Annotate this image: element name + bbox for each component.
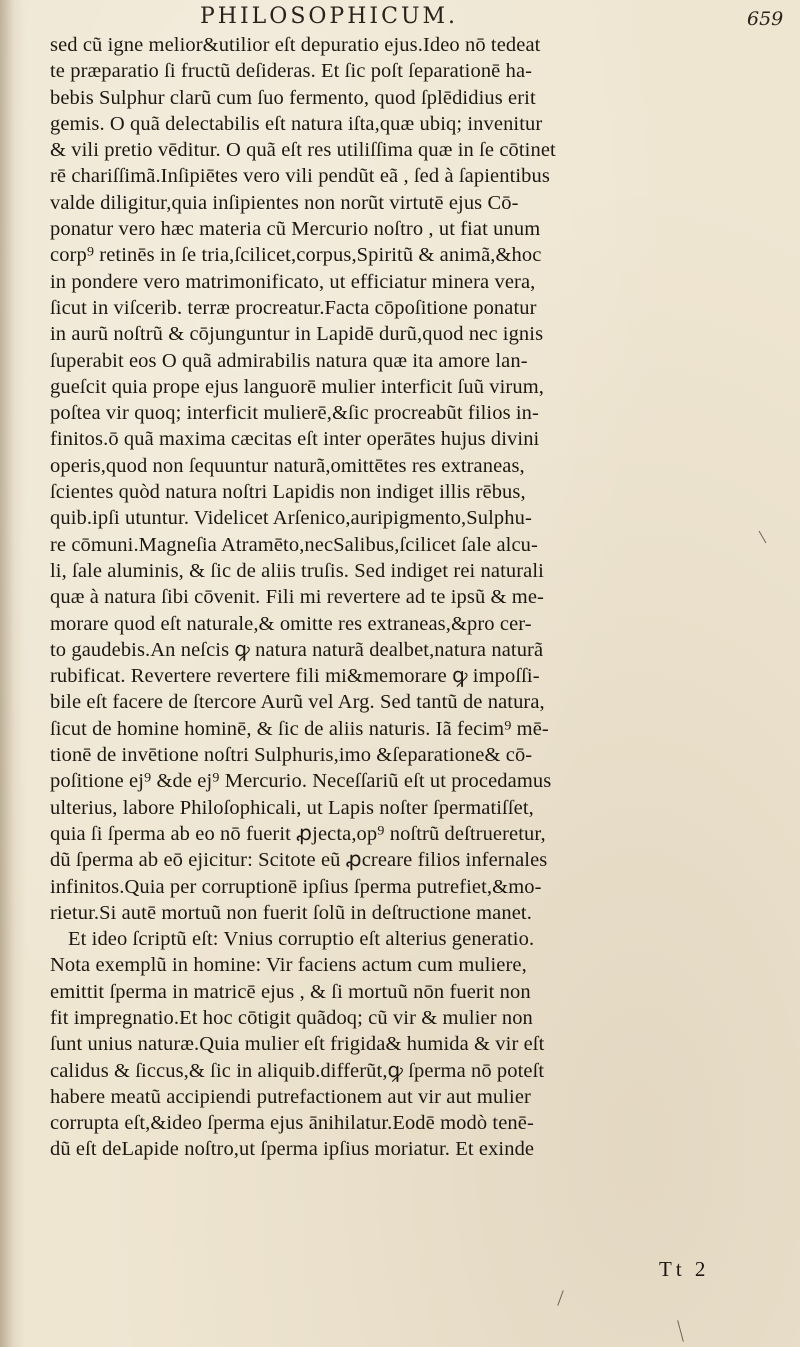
text-line: ſuperabit eos O quã admirabilis natura quæ ita amore lan-: [50, 349, 528, 372]
text-line: bebis Sulphur clarũ cum ſuo fermento, quod ſplēdidius erit: [50, 86, 536, 109]
text-line: dũ ſperma ab eō ejicitur: Scitote eũ ꝓcreare filios infernales: [50, 849, 548, 872]
body-text: [50, 32, 770, 1163]
binding-shadow: [0, 0, 14, 1347]
text-line: corp⁹ retinēs in ſe tria,ſcilicet,corpus,Spiritũ & animã,&hoc: [50, 244, 542, 267]
text-line: tionē de invētione noſtri Sulphuris,imo &ſeparatione& cō-: [50, 744, 533, 767]
text-line: re cōmuni.Magneſia Atramēto,necSalibus,ſcilicet ſale alcu-: [50, 533, 538, 556]
text-line: sed cũ igne melior&utilior eſt depuratio ejus.Ideo nō tedeat: [50, 34, 541, 56]
text-line: in aurũ noſtrũ & cōjunguntur in Lapidē durũ,quod nec ignis: [50, 323, 544, 346]
text-line: gemis. O quã delectabilis eſt natura iſta,quæ ubiq; invenitur: [50, 112, 543, 135]
text-line: calidus & ſiccus,& ſic in aliquib.differũt,ꝙ ſperma nō poteſt: [50, 1059, 545, 1082]
text-line: poſtea vir quoq; interficit mulierē,&ſic procreabũt filios in-: [50, 402, 539, 425]
text-line: dũ eſt deLapide noſtro,ut ſperma ipſius moriatur. Et exinde: [50, 1138, 535, 1161]
text-line: quia ſi ſperma ab eo nō fuerit ꝓjecta,op⁹ noſtrũ deſtrueretur,: [50, 822, 546, 845]
text-line: ſcientes quòd natura noſtri Lapidis non indiget illis rēbus,: [50, 481, 526, 504]
text-line: habere meatũ accipiendi putrefactionem aut vir aut mulier: [50, 1085, 531, 1108]
text-line: ſicut de homine hominē, & ſic de aliis naturis. Iã fecim⁹ mē-: [50, 717, 549, 740]
text-line: ſicut in viſcerib. terræ procreatur.Facta cōpoſitione ponatur: [50, 296, 537, 319]
text-line: gueſcit quia prope ejus languorē mulier interficit ſuũ virum,: [50, 375, 544, 398]
text-line: ponatur vero hæc materia cũ Mercurio noſtro , ut fiat unum: [50, 218, 541, 241]
text-line: in pondere vero matrimonificato, ut efficiatur minera vera,: [50, 270, 536, 293]
text-line: & vili pretio vēditur. O quã eſt res utiliſſima quæ in ſe cōtinet: [50, 139, 556, 162]
text-line: ſunt unius naturæ.Quia mulier eſt frigida& humida & vir eſt: [50, 1033, 545, 1056]
text-line: bile eſt facere de ſtercore Aurũ vel Arg. Sed tantũ de natura,: [50, 691, 545, 714]
page-number: 659: [747, 8, 784, 30]
running-head: PHILOSOPHICUM.: [200, 4, 459, 29]
text-line: te præparatio ſi fructũ deſideras. Et ſic poſt ſeparationē ha-: [50, 60, 533, 83]
text-line: operis,quod non ſequuntur naturã,omittētes res extraneas,: [50, 454, 525, 477]
text-line: emittit ſperma in matricē ejus , & ſi mortuũ nōn fuerit non: [50, 980, 531, 1003]
margin-mark: [677, 1320, 684, 1342]
margin-mark: [557, 1290, 563, 1305]
text-line: quæ à natura ſibi cōvenit. Fili mi revertere ad te ipsũ & me-: [50, 586, 544, 609]
text-line: rē chariſſimã.Inſipiētes vero vili pendũt eã , ſed à ſapientibus: [50, 165, 550, 188]
text-line: poſitione ej⁹ &de ej⁹ Mercurio. Neceſſariũ eſt ut procedamus: [50, 770, 552, 793]
text-line: infinitos.Quia per corruptionē ipſius ſperma putrefiet,&mo-: [50, 875, 542, 898]
text-line: Nota exemplũ in homine: Vir faciens actum cum muliere,: [50, 954, 527, 977]
signature-mark: Tt 2: [659, 1257, 710, 1281]
text-line: Et ideo ſcriptũ eſt: Vnius corruptio eſt alterius generatio.: [68, 928, 535, 951]
text-line: valde diligitur,quia inſipientes non norũt virtutē ejus Cō-: [50, 191, 519, 214]
page-header: [0, 4, 800, 34]
text-line: finitos.ō quã maxima cæcitas eſt inter operātes hujus divini: [50, 428, 540, 451]
text-line: corrupta eſt,&ideo ſperma ejus ānihilatur.Eodē modò tenē-: [50, 1112, 534, 1135]
text-line: ulterius, labore Philoſophicali, ut Lapis noſter ſpermatiſſet,: [50, 796, 534, 819]
text-line: quib.ipſi utuntur. Videlicet Arſenico,auripigmento,Sulphu-: [50, 507, 532, 530]
text-line: to gaudebis.An neſcis ꝙ natura naturã dealbet,natura naturã: [50, 638, 544, 661]
text-line: fit impregnatio.Et hoc cōtigit quãdoq; cũ vir & mulier non: [50, 1006, 533, 1029]
text-line: li, ſale aluminis, & ſic de aliis truſis. Sed indiget rei naturali: [50, 559, 544, 582]
text-line: rubificat. Revertere revertere fili mi&memorare ꝙ impoſſi-: [50, 665, 540, 688]
text-line: rietur.Si autē mortuũ non fuerit ſolũ in deſtructione manet.: [50, 901, 532, 924]
text-line: morare quod eſt naturale,& omitte res extraneas,&pro cer-: [50, 612, 532, 635]
